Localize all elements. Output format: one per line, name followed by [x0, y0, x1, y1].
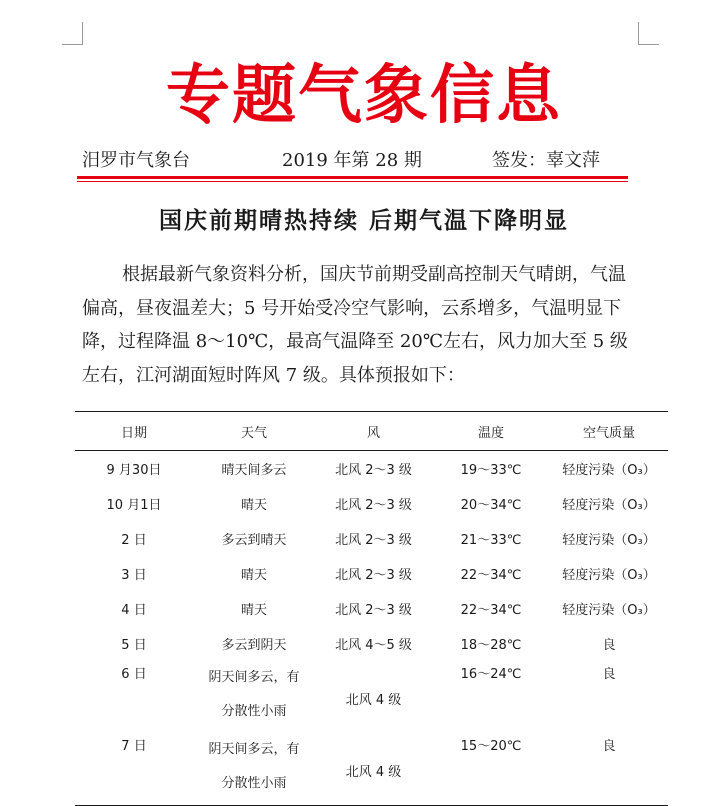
article-headline: 国庆前期晴热持续 后期气温下降明显	[158, 208, 569, 234]
intro-paragraph: 根据最新气象资料分析，国庆节前期受副高控制天气晴朗，气温偏高，昼夜温差大；5 号开始受冷空气影响，云系增多，气温明显下降，过程降温 8～10℃，最高气温降至 20℃左右，风力加大至 5 级左右，江河湖面短时阵风 7 级。具体预报如下：	[82, 264, 628, 386]
wind-cell: 北风 2～3 级	[335, 568, 412, 583]
temperature-cell: 15～20℃	[432, 733, 550, 806]
air-quality-cell: 轻度污染（O₃）	[562, 603, 656, 618]
date-cell: 3 日	[121, 568, 147, 583]
weather-line: 阴天间多云，有	[208, 742, 300, 757]
wind-cell: 北风 2～3 级	[335, 498, 412, 513]
air-quality-cell: 良	[602, 667, 616, 682]
wind-cell: 北风 2～3 级	[335, 603, 412, 618]
temperature-cell: 22～34℃	[460, 603, 522, 618]
table-row	[75, 626, 668, 661]
page-corner-mark-right	[638, 22, 659, 45]
date-cell: 2 日	[121, 533, 147, 548]
temperature-cell: 19～33℃	[460, 463, 522, 478]
red-divider-thin	[77, 181, 628, 182]
signer-label: 签发：辜文萍	[492, 150, 600, 171]
weather-cell	[193, 733, 315, 806]
temperature-cell: 21～33℃	[460, 533, 522, 548]
table-row	[75, 556, 668, 591]
table-row	[75, 591, 668, 626]
page-corner-mark-left	[62, 22, 83, 45]
table-row	[75, 733, 668, 806]
masthead-title: 专题气象信息	[166, 59, 562, 133]
air-quality-cell: 轻度污染（O₃）	[562, 463, 656, 478]
weather-cell: 多云到阴天	[221, 638, 287, 653]
header-temperature: 温度	[432, 412, 550, 451]
issue-number: 2019 年第 28 期	[282, 150, 422, 171]
table-row	[75, 451, 668, 487]
header-date: 日期	[75, 412, 193, 451]
date-cell: 5 日	[121, 638, 147, 653]
date-cell: 7 日	[75, 733, 193, 806]
air-quality-cell: 轻度污染（O₃）	[562, 533, 656, 548]
weather-line: 分散性小雨	[221, 776, 287, 791]
weather-line: 阴天间多云，有	[208, 670, 300, 685]
weather-line: 分散性小雨	[221, 704, 287, 719]
weather-cell	[193, 661, 315, 733]
date-cell: 6 日	[121, 667, 147, 682]
table-header-row	[75, 412, 668, 451]
wind-cell: 北风 4～5 级	[335, 638, 412, 653]
weather-cell: 多云到晴天	[221, 533, 287, 548]
table-row	[75, 521, 668, 556]
date-cell: 10 月1日	[106, 498, 162, 513]
wind-cell: 北风 2～3 级	[335, 533, 412, 548]
date-cell: 9 月30日	[106, 463, 162, 478]
wind-cell: 北风 2～3 级	[335, 463, 412, 478]
header-wind: 风	[315, 412, 432, 451]
temperature-cell: 16～24℃	[460, 667, 522, 682]
temperature-cell: 22～34℃	[460, 568, 522, 583]
air-quality-cell: 轻度污染（O₃）	[562, 568, 656, 583]
weather-cell: 晴天	[240, 568, 267, 583]
air-quality-cell: 良	[602, 638, 616, 653]
forecast-table	[75, 411, 668, 806]
air-quality-cell: 良	[550, 733, 668, 806]
weather-cell: 晴天间多云	[221, 463, 287, 478]
table-row	[75, 661, 668, 733]
issuer-label: 汨罗市气象台	[82, 150, 190, 171]
date-cell: 4 日	[121, 603, 147, 618]
air-quality-cell: 轻度污染（O₃）	[562, 498, 656, 513]
wind-cell: 北风 4 级	[345, 692, 402, 708]
header-weather: 天气	[193, 412, 315, 451]
red-divider-thick	[77, 176, 628, 179]
temperature-cell: 18～28℃	[460, 638, 522, 653]
temperature-cell: 20～34℃	[460, 498, 522, 513]
header-air-quality: 空气质量	[550, 412, 668, 451]
wind-cell: 北风 4 级	[315, 733, 432, 806]
weather-cell: 晴天	[240, 603, 267, 618]
table-row	[75, 486, 668, 521]
weather-cell: 晴天	[240, 498, 267, 513]
